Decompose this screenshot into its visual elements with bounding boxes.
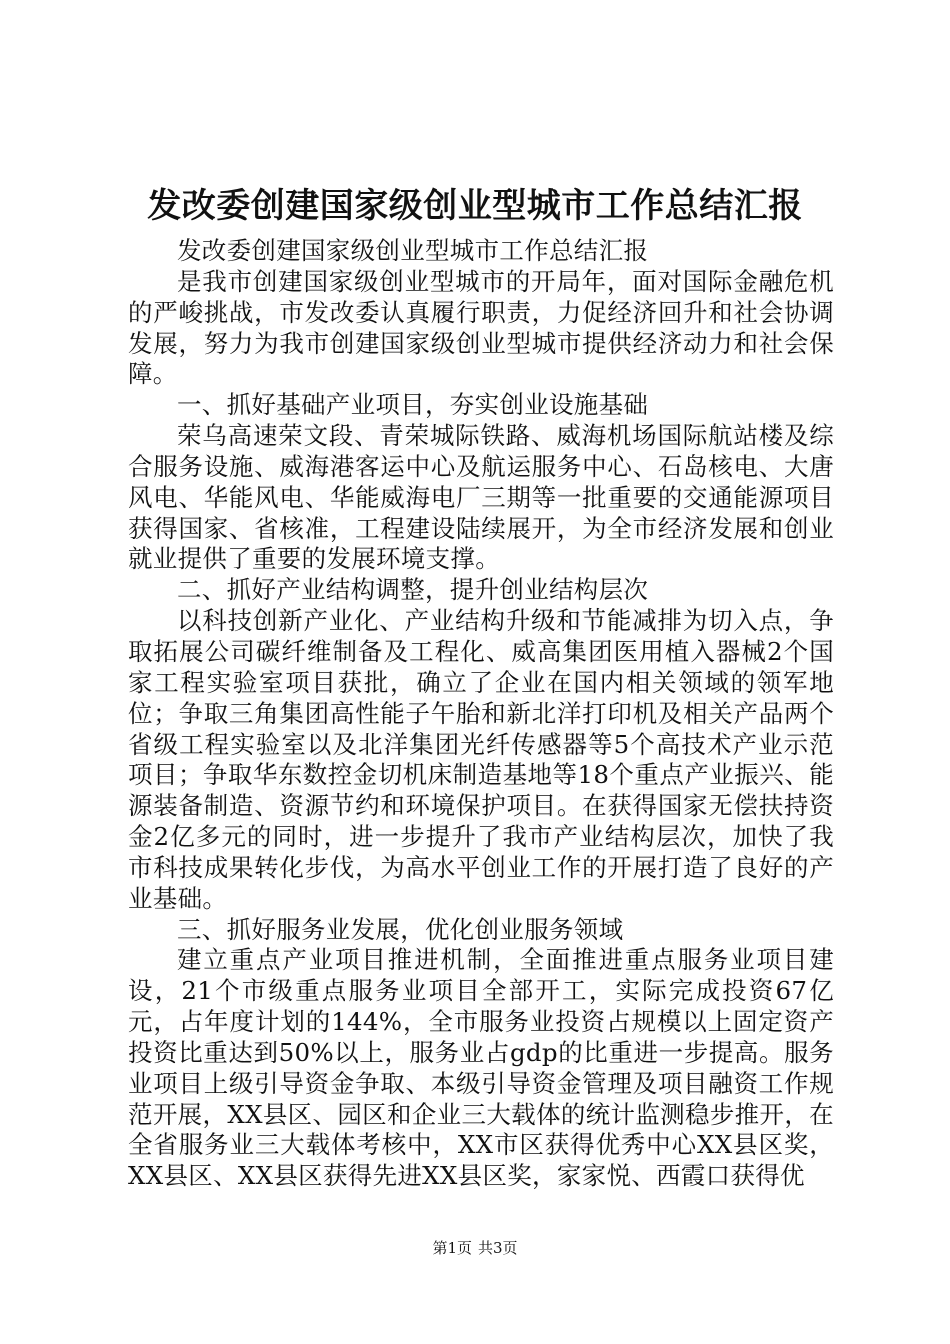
body-paragraph: 以科技创新产业化、产业结构升级和节能减排为切入点，争取拓展公司碳纤维制备及工程化、威高集团医用植入器械2个国家工程实验室项目获批，确立了企业在国内相关领域的领军地位；争取三角集团高性能子午胎和新北洋打印机及相关产品两个省级工程实验室以及北洋集团光纤传感器等5个高技术产业示范项目；争取华东数控金切机床制造基地等18个重点产业振兴、能源装备制造、资源节约和环境保护项目。在获得国家无偿扶持资金2亿多元的同时，进一步提升了我市产业结构层次，加快了我市科技成果转化步伐，为高水平创业工作的开展打造了良好的产业基础。 — [128, 606, 835, 913]
page-footer — [0, 1238, 950, 1258]
page-number: 第1页 — [432, 1239, 472, 1257]
body-paragraph: 发改委创建国家级创业型城市工作总结汇报 — [177, 236, 649, 265]
body-paragraph: 荣乌高速荣文段、青荣城际铁路、威海机场国际航站楼及综合服务设施、威海港客运中心及航运服务中心、石岛核电、大唐风电、华能风电、华能威海电厂三期等一批重要的交通能源项目获得国家、省核准，工程建设陆续展开，为全市经济发展和创业就业提供了重要的发展环境支撑。 — [128, 421, 834, 574]
page-total: 共3页 — [478, 1239, 518, 1257]
section-heading: 一、抓好基础产业项目，夯实创业设施基础 — [177, 390, 649, 420]
body-paragraph: 建立重点产业项目推进机制，全面推进重点服务业项目建设，21个市级重点服务业项目全部开工，实际完成投资67亿元，占年度计划的144%，全市服务业投资占规模以上固定资产投资比重达到50%以上，服务业占gdp的比重进一步提高。服务业项目上级引导资金争取、本级引导资金管理及项目融资工作规范开展，XX县区、园区和企业三大载体的统计监测稳步推开，在全省服务业三大载体考核中，XX市区获得优秀中心XX县区奖，XX县区、XX县区获得先进XX县区奖，家家悦、西霞口获得优 — [128, 945, 834, 1191]
body-paragraph: 是我市创建国家级创业型城市的开局年，面对国际金融危机的严峻挑战，市发改委认真履行职责，力促经济回升和社会协调发展，努力为我市创建国家级创业型城市提供经济动力和社会保障。 — [128, 266, 834, 389]
document-title: 发改委创建国家级创业型城市工作总结汇报 — [147, 186, 803, 226]
section-heading: 二、抓好产业结构调整，提升创业结构层次 — [177, 575, 649, 605]
section-heading: 三、抓好服务业发展，优化创业服务领域 — [177, 914, 624, 944]
document-body — [128, 236, 834, 1192]
